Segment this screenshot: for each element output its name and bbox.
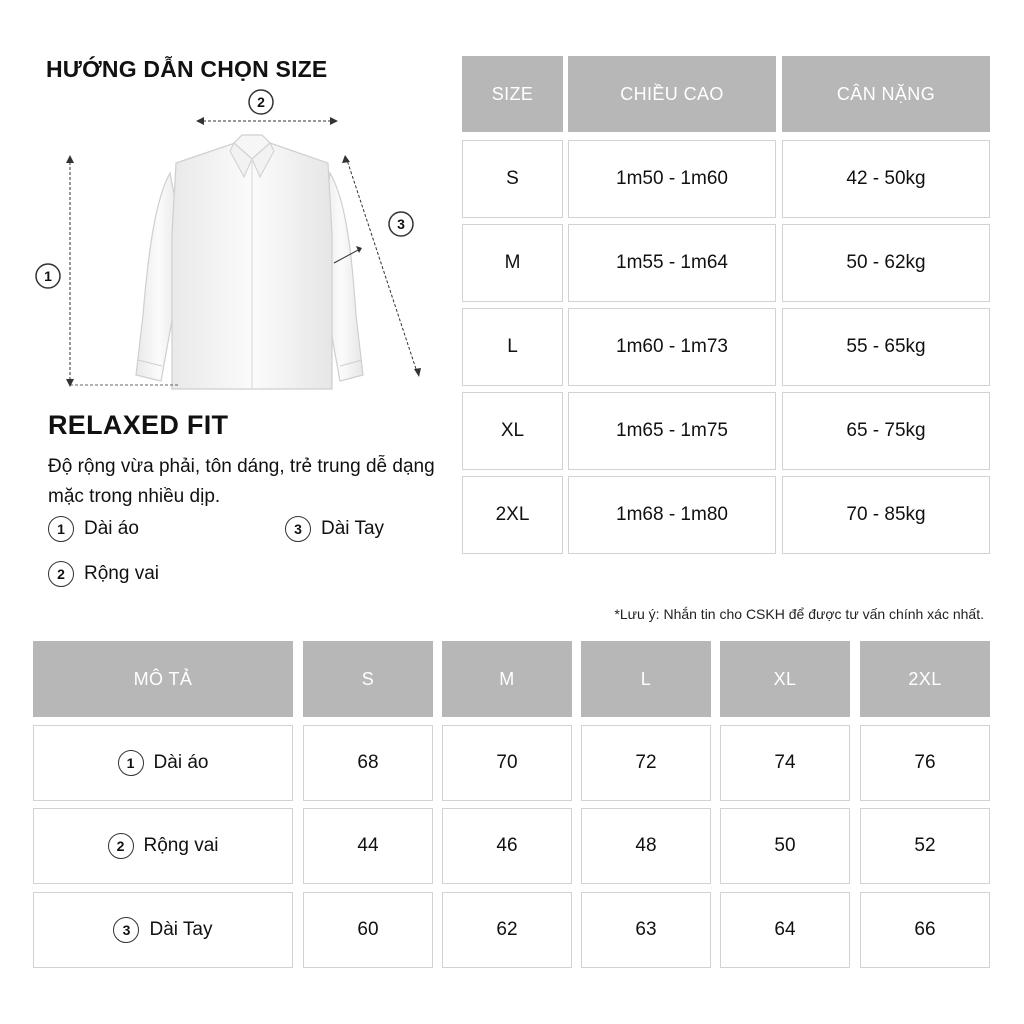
measure-value-cell: 74 [720, 725, 850, 801]
measure-value-cell: 60 [303, 892, 433, 968]
legend-item-shoulder [48, 561, 159, 587]
measure-label: Dài áo [153, 752, 209, 773]
measure-value-cell: 66 [860, 892, 990, 968]
measure-label: Rộng vai [143, 835, 219, 856]
measure-value-cell: 63 [581, 892, 711, 968]
weight-cell: 70 - 85kg [782, 476, 990, 554]
number-badge: 1 [48, 516, 74, 542]
size-cell: L [462, 308, 563, 386]
weight-cell: 50 - 62kg [782, 224, 990, 302]
size-cell: S [462, 140, 563, 218]
measure-table-header: 2XL [860, 641, 990, 717]
measure-label: Dài Tay [149, 919, 213, 940]
marker-one: 1 [44, 268, 52, 284]
note-text: *Lưu ý: Nhắn tin cho CSKH để được tư vấn chính xác nhất. [614, 606, 984, 622]
fit-title: RELAXED FIT [48, 410, 229, 440]
measure-value-cell: 70 [442, 725, 572, 801]
marker-two: 2 [257, 94, 265, 110]
measure-value-cell: 46 [442, 808, 572, 884]
page-title: HƯỚNG DẪN CHỌN SIZE [46, 56, 328, 82]
measure-table-header: MÔ TẢ [33, 641, 293, 717]
height-cell: 1m68 - 1m80 [568, 476, 776, 554]
measure-table-header: XL [720, 641, 850, 717]
measure-value-cell: 52 [860, 808, 990, 884]
number-badge: 1 [118, 750, 144, 776]
measure-value-cell: 68 [303, 725, 433, 801]
weight-cell: 42 - 50kg [782, 140, 990, 218]
measure-table-header: L [581, 641, 711, 717]
measure-label-cell [33, 808, 293, 884]
size-cell: XL [462, 392, 563, 470]
size-table-header: SIZE [462, 56, 563, 132]
measure-value-cell: 48 [581, 808, 711, 884]
measure-value-cell: 64 [720, 892, 850, 968]
number-badge: 2 [108, 833, 134, 859]
legend-item-sleeve [285, 516, 384, 542]
size-cell: 2XL [462, 476, 563, 554]
height-cell: 1m65 - 1m75 [568, 392, 776, 470]
number-badge: 2 [48, 561, 74, 587]
measure-label-cell [33, 892, 293, 968]
height-cell: 1m50 - 1m60 [568, 140, 776, 218]
number-badge: 3 [285, 516, 311, 542]
legend-label: Dài Tay [321, 518, 385, 539]
legend-item-length [48, 516, 139, 542]
measure-value-cell: 62 [442, 892, 572, 968]
height-cell: 1m60 - 1m73 [568, 308, 776, 386]
legend-label: Dài áo [84, 518, 139, 539]
shirt-illustration [30, 85, 430, 395]
weight-cell: 55 - 65kg [782, 308, 990, 386]
measure-value-cell: 44 [303, 808, 433, 884]
legend-label: Rộng vai [84, 563, 159, 584]
weight-cell: 65 - 75kg [782, 392, 990, 470]
fit-description: Độ rộng vừa phải, tôn dáng, trẻ trung dễ dạng mặc trong nhiều dịp. [48, 456, 435, 507]
size-table-header: CÂN NẶNG [782, 56, 990, 132]
height-cell: 1m55 - 1m64 [568, 224, 776, 302]
size-cell: M [462, 224, 563, 302]
measure-value-cell: 76 [860, 725, 990, 801]
measure-value-cell: 72 [581, 725, 711, 801]
measure-table-header: M [442, 641, 572, 717]
size-table-header: CHIỀU CAO [568, 56, 776, 132]
measure-table-header: S [303, 641, 433, 717]
number-badge: 3 [113, 917, 139, 943]
measure-value-cell: 50 [720, 808, 850, 884]
marker-three: 3 [397, 216, 405, 232]
measure-label-cell [33, 725, 293, 801]
